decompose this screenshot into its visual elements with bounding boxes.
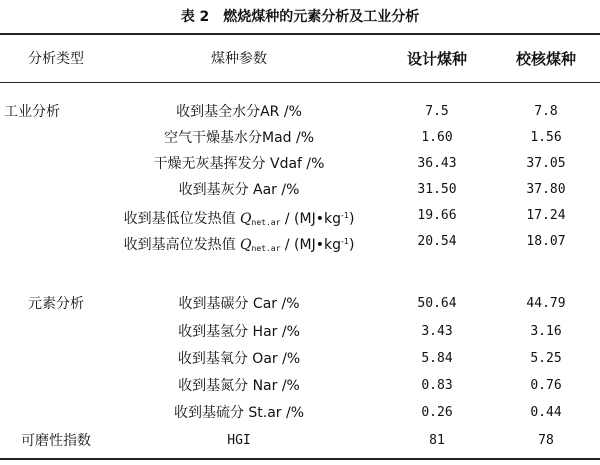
table-row bbox=[0, 291, 600, 317]
header-rule bbox=[0, 82, 600, 83]
table-row bbox=[0, 125, 600, 151]
design-value: 20.54 bbox=[417, 234, 457, 249]
category-hgi: 可磨性指数 bbox=[21, 433, 91, 449]
design-value: 50.64 bbox=[417, 296, 457, 311]
check-value: 3.16 bbox=[530, 324, 562, 339]
check-value: 0.44 bbox=[530, 405, 562, 420]
table-row bbox=[0, 151, 600, 177]
param-prefix: 收到基高位发热值 bbox=[123, 237, 241, 253]
param-cell: 收到基氧分 Oar /% bbox=[177, 351, 301, 367]
param-cell: 收到基氢分 Har /% bbox=[178, 324, 300, 340]
param-suffix: / (MJ•kg bbox=[280, 211, 341, 227]
design-value: 81 bbox=[429, 433, 445, 448]
param-cell: 收到基碳分 Car /% bbox=[178, 296, 300, 312]
param-cell: 收到基灰分 Aar /% bbox=[178, 182, 300, 198]
check-value: 37.05 bbox=[526, 156, 566, 171]
table-title: 表 2 燃烧煤种的元素分析及工业分析 bbox=[180, 9, 420, 25]
design-value: 7.5 bbox=[425, 104, 449, 119]
table-row bbox=[0, 99, 600, 125]
check-value: 37.80 bbox=[526, 182, 566, 197]
param-cell: 收到基硫分 St.ar /% bbox=[173, 405, 305, 421]
category-industrial: 工业分析 bbox=[4, 104, 60, 120]
param-cell: 空气干燥基水分Mad /% bbox=[163, 130, 314, 146]
check-value: 78 bbox=[538, 433, 554, 448]
table-row bbox=[0, 203, 600, 229]
check-value: 5.25 bbox=[530, 351, 562, 366]
param-subscript: net.ar bbox=[251, 244, 281, 253]
param-cell: 收到基全水分AR /% bbox=[176, 104, 302, 120]
check-value: 7.8 bbox=[534, 104, 558, 119]
header-category: 分析类型 bbox=[28, 51, 84, 67]
param-close: ) bbox=[348, 211, 355, 227]
param-symbol: Q bbox=[240, 211, 252, 227]
param-cell: 干燥无灰基挥发分 Vdaf /% bbox=[153, 156, 325, 172]
header-design: 设计煤种 bbox=[406, 50, 467, 68]
param-superscript: -1 bbox=[340, 237, 349, 246]
design-value: 3.43 bbox=[421, 324, 453, 339]
design-value: 0.26 bbox=[421, 405, 453, 420]
table-row bbox=[0, 373, 600, 399]
param-cell: HGI bbox=[227, 433, 251, 448]
design-value: 0.83 bbox=[421, 378, 453, 393]
param-close: ) bbox=[348, 237, 355, 253]
table-row bbox=[0, 400, 600, 426]
header-check: 校核煤种 bbox=[515, 50, 576, 68]
check-value: 1.56 bbox=[530, 130, 562, 145]
param-superscript: -1 bbox=[340, 211, 349, 220]
category-element: 元素分析 bbox=[28, 296, 84, 312]
design-value: 5.84 bbox=[421, 351, 453, 366]
check-value: 44.79 bbox=[526, 296, 566, 311]
bottom-rule bbox=[0, 458, 600, 460]
table-row bbox=[0, 319, 600, 345]
table-row bbox=[0, 229, 600, 255]
design-value: 31.50 bbox=[417, 182, 457, 197]
param-prefix: 收到基低位发热值 bbox=[123, 211, 241, 227]
header-param: 煤种参数 bbox=[211, 51, 267, 67]
table-row bbox=[0, 428, 600, 454]
param-symbol: Q bbox=[240, 237, 252, 253]
param-cell bbox=[108, 229, 370, 262]
top-rule bbox=[0, 33, 600, 35]
check-value: 18.07 bbox=[526, 234, 566, 249]
table-row bbox=[0, 177, 600, 203]
param-cell: 收到基氮分 Nar /% bbox=[178, 378, 300, 394]
param-suffix: / (MJ•kg bbox=[280, 237, 341, 253]
param-subscript: net.ar bbox=[251, 218, 281, 227]
header-row bbox=[0, 38, 600, 80]
table-row bbox=[0, 346, 600, 372]
design-value: 36.43 bbox=[417, 156, 457, 171]
design-value: 19.66 bbox=[417, 208, 457, 223]
design-value: 1.60 bbox=[421, 130, 453, 145]
check-value: 0.76 bbox=[530, 378, 562, 393]
check-value: 17.24 bbox=[526, 208, 566, 223]
